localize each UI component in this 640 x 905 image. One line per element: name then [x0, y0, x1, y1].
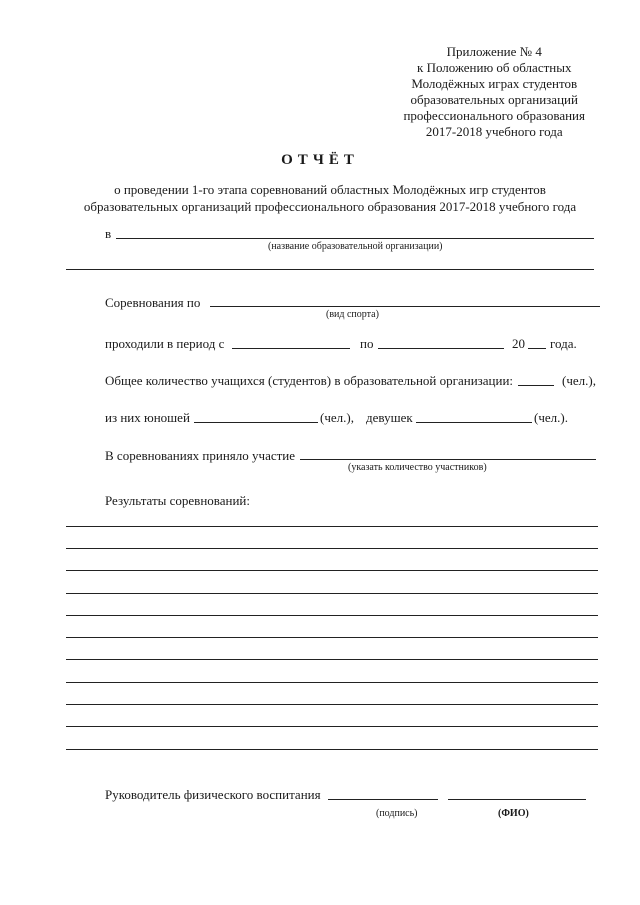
subtitle-line: о проведении 1-го этапа соревнований областных Молодёжных игр студентов: [114, 182, 546, 197]
results-label: Результаты соревнований:: [105, 493, 250, 508]
name-field[interactable]: [448, 799, 586, 800]
girls-unit: (чел.).: [534, 410, 568, 425]
period-to-field[interactable]: [378, 348, 504, 349]
results-line[interactable]: [66, 637, 598, 638]
boys-unit: (чел.),: [320, 410, 354, 425]
results-line[interactable]: [66, 570, 598, 571]
results-line[interactable]: [66, 659, 598, 660]
girls-field[interactable]: [416, 422, 532, 423]
signature-field[interactable]: [328, 799, 438, 800]
boys-label: из них юношей: [105, 410, 190, 425]
results-line[interactable]: [66, 749, 598, 750]
period-from-field[interactable]: [232, 348, 350, 349]
org-prefix: в: [105, 226, 112, 241]
participants-label: В соревнованиях приняло участие: [105, 448, 296, 463]
appendix-line: 2017-2018 учебного года: [425, 124, 563, 139]
report-title: ОТЧЁТ: [281, 152, 359, 168]
org-name-field[interactable]: [116, 238, 594, 239]
results-line[interactable]: [66, 682, 598, 683]
period-year-suffix: года.: [550, 336, 577, 351]
students-total-field[interactable]: [518, 385, 554, 386]
participants-caption: (указать количество участников): [348, 462, 487, 473]
name-caption: (ФИО): [498, 808, 529, 819]
results-line[interactable]: [66, 526, 598, 527]
appendix-line: Приложение № 4: [446, 44, 542, 59]
signature-caption: (подпись): [376, 808, 418, 819]
appendix-line: образовательных организаций: [410, 92, 578, 107]
sport-caption: (вид спорта): [326, 309, 379, 320]
subtitle-line: образовательных организаций профессионального образования 2017-2018 учебного года: [83, 199, 577, 214]
appendix-line: Молодёжных играх студентов: [411, 76, 578, 91]
competition-label: Соревнования по: [105, 295, 201, 310]
students-total-unit: (чел.),: [562, 373, 596, 388]
results-line[interactable]: [66, 726, 598, 727]
sport-field[interactable]: [210, 306, 600, 307]
students-total-label: Общее количество учащихся (студентов) в образовательной организации:: [105, 373, 514, 388]
period-year-field[interactable]: [528, 348, 546, 349]
participants-field[interactable]: [300, 459, 596, 460]
results-line[interactable]: [66, 548, 598, 549]
period-year-prefix: 20: [512, 336, 525, 351]
period-to-label: по: [360, 336, 374, 351]
results-line[interactable]: [66, 704, 598, 705]
results-line[interactable]: [66, 593, 598, 594]
org-caption: (название образовательной организации): [268, 241, 443, 252]
girls-label: девушек: [366, 410, 413, 425]
org-name-field-line-2[interactable]: [66, 269, 594, 270]
report-subtitle: [0, 181, 640, 215]
boys-field[interactable]: [194, 422, 318, 423]
signature-label: Руководитель физического воспитания: [105, 787, 321, 802]
results-line[interactable]: [66, 615, 598, 616]
appendix-header: [403, 44, 585, 140]
appendix-line: к Положению об областных: [417, 60, 572, 75]
period-from-label: проходили в период с: [105, 336, 225, 351]
appendix-line: профессионального образования: [403, 108, 585, 123]
